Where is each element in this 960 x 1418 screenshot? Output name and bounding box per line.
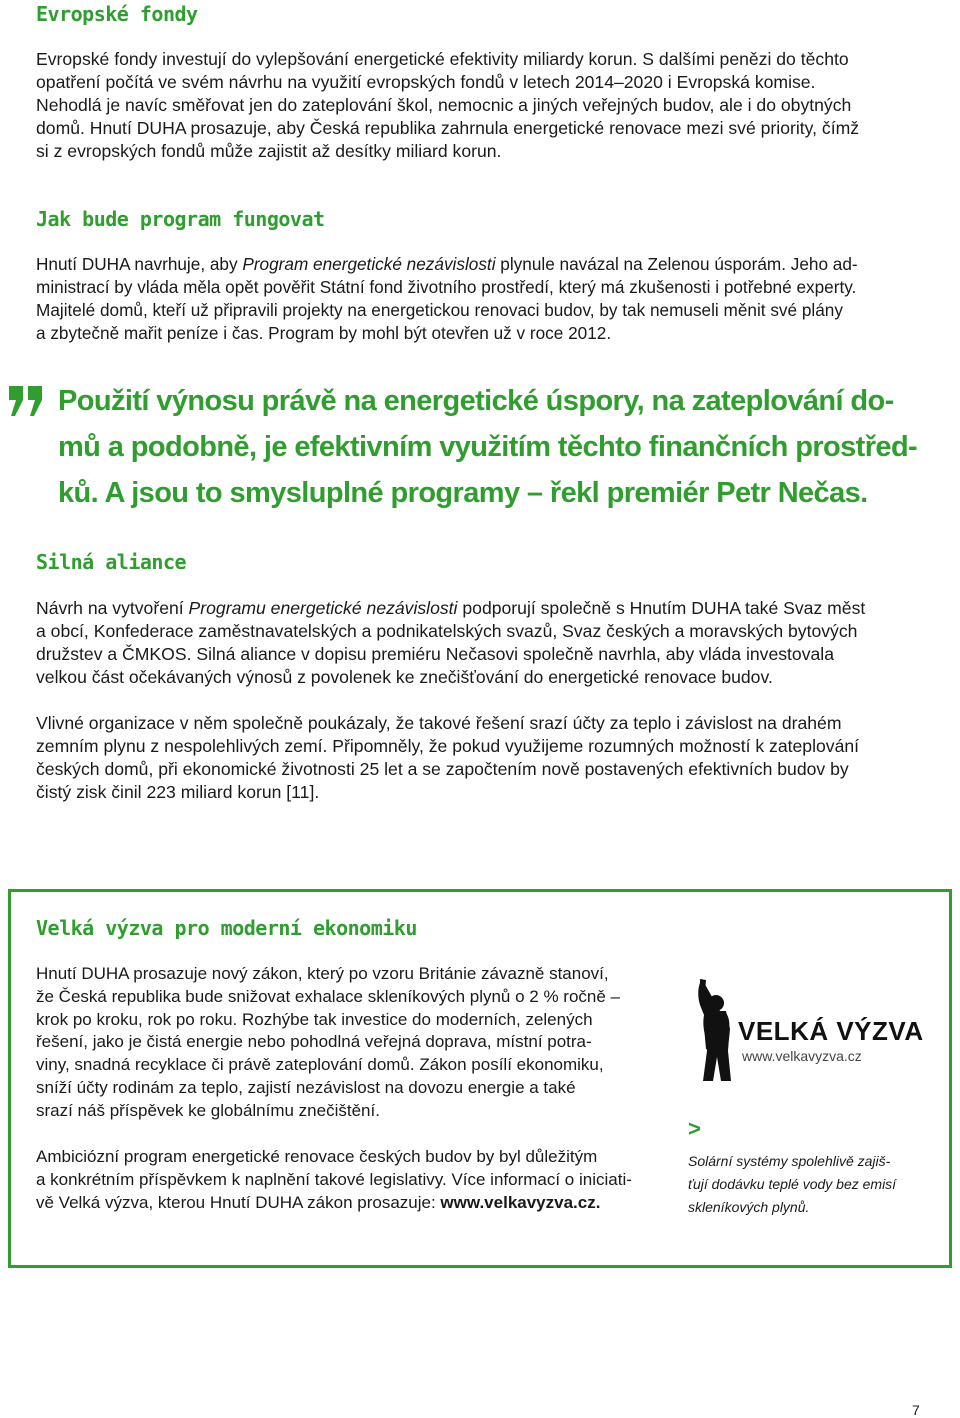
text-line: Nehodlá je navíc směřovat jen do zateplování škol, nemocnic a jiných veřejných budov, ale i do obytných bbox=[36, 95, 852, 115]
text-run: Hnutí DUHA navrhuje, aby bbox=[36, 254, 243, 274]
caption-line: skleníkových plynů. bbox=[688, 1199, 810, 1215]
section-heading-evropske-fondy: Evropské fondy bbox=[36, 2, 198, 26]
text-line: viny, snadná recyklace či právě zateplování domů. Zákon posílí ekonomiku, bbox=[36, 1055, 604, 1075]
velka-vyzva-link[interactable]: www.velkavyzva.cz. bbox=[440, 1192, 601, 1212]
velka-vyzva-logo-url[interactable]: www.velkavyzva.cz bbox=[742, 1048, 862, 1064]
page-number: 7 bbox=[912, 1402, 920, 1418]
text-run: plynule navázal na Zelenou úsporám. Jeho ad- bbox=[495, 254, 858, 274]
text-line: Vlivné organizace v něm společně poukázaly, že takové řešení srazí účty za teplo i závislost na drahém bbox=[36, 713, 842, 733]
paragraph-evropske-fondy bbox=[36, 48, 931, 163]
text-line: Hnutí DUHA prosazuje nový zákon, který po vzoru Británie závazně stanoví, bbox=[36, 964, 609, 983]
paragraph-velka-vyzva-1 bbox=[36, 963, 668, 1123]
text-line: ministrací by vláda měla opět pověřit Státní fond životního prostředí, který má zkušenosti i potřebné experty. bbox=[36, 277, 857, 297]
person-figure-icon bbox=[692, 977, 740, 1085]
text-line: a obcí, Konfederace zaměstnavatelských a podnikatelských svazů, Svaz českých a moravských bytových bbox=[36, 621, 858, 641]
text-line: čistý zisk činil 223 miliard korun [11]. bbox=[36, 782, 320, 802]
section-heading-jak-bude-program-fungovat: Jak bude program fungovat bbox=[36, 207, 325, 231]
text-line: českých domů, při ekonomické životnosti 25 let a se započtením nově postavených efektivních budov by bbox=[36, 759, 849, 779]
text-line: sníží účty rodinám za teplo, zajistí nezávislost na dovozu energie a také bbox=[36, 1077, 576, 1097]
caption-line: Solární systémy spolehlivě zajiš- bbox=[688, 1153, 891, 1169]
text-line: Ambiciózní program energetické renovace českých budov by byl důležitým bbox=[36, 1147, 598, 1166]
text-line: srazí náš příspěvek ke globálnímu znečištění. bbox=[36, 1100, 380, 1120]
text-run: Návrh na vytvoření bbox=[36, 598, 189, 618]
text-line: a zbytečně mařit peníze i čas. Program by mohl být otevřen už v roce 2012. bbox=[36, 323, 612, 343]
text-line: velkou část očekávaných výnosů z povolenek ke znečišťování do energetické renovace budov. bbox=[36, 667, 773, 687]
quote-line: Použití výnosu právě na energetické úspory, na zateplování do- bbox=[58, 385, 894, 417]
text-line: krok po kroku, rok po roku. Rozhýbe tak investice do moderních, zelených bbox=[36, 1009, 593, 1029]
text-line: zemním plynu z nespolehlivých zemí. Připomněly, že pokud využijeme rozumných možností k zateplování bbox=[36, 736, 860, 756]
side-note-caption bbox=[688, 1150, 933, 1219]
text-line bbox=[36, 253, 931, 276]
program-name-italic: Programu energetické nezávislosti bbox=[188, 598, 458, 618]
paragraph-silna-aliance-1 bbox=[36, 597, 931, 689]
text-run: vě Velká výzva, kterou Hnutí DUHA zákon prosazuje: bbox=[36, 1192, 441, 1212]
caption-line: ťují dodávku teplé vody bez emisí bbox=[688, 1176, 897, 1192]
text-line: že Česká republika bude snižovat exhalace skleníkových plynů o 2 % ročně – bbox=[36, 986, 621, 1006]
quote-line: mů a podobně, je efektivním využitím těchto finančních prostřed- bbox=[58, 431, 918, 463]
text-line: si z evropských fondů může zajistit až desítky miliard korun. bbox=[36, 141, 502, 161]
text-line: a konkrétním příspěvkem k naplnění takové legislativy. Více informací o iniciati- bbox=[36, 1169, 632, 1189]
text-line bbox=[36, 597, 931, 620]
text-line bbox=[36, 1192, 668, 1215]
velka-vyzva-logo-name: VELKÁ VÝZVA bbox=[738, 1016, 924, 1046]
text-line: družstev a ČMKOS. Silná aliance v dopisu premiéru Nečasovi společně navrhla, aby vláda investovala bbox=[36, 644, 834, 664]
paragraph-jak-bude-program bbox=[36, 253, 931, 345]
paragraph-velka-vyzva-2 bbox=[36, 1146, 668, 1214]
text-line: Majitelé domů, kteří už připravili projekty na energetickou renovaci budov, by tak nemuseli měnit své plány bbox=[36, 300, 843, 320]
pull-quote bbox=[58, 378, 918, 516]
text-line: opatření počítá ve svém návrhu na využití evropských fondů v letech 2014–2020 i Evropská komise. bbox=[36, 72, 816, 92]
text-line: Evropské fondy investují do vylepšování energetické efektivity miliardy korun. S dalšími penězi do těchto bbox=[36, 49, 849, 69]
text-line: domů. Hnutí DUHA prosazuje, aby Česká republika zahrnula energetické renovace mezi své priority, čímž bbox=[36, 118, 860, 138]
paragraph-silna-aliance-2 bbox=[36, 712, 931, 804]
quote-line: ků. A jsou to smysluplné programy – řekl premiér Petr Nečas. bbox=[58, 477, 868, 509]
program-name-italic: Program energetické nezávislosti bbox=[242, 254, 496, 274]
section-heading-velka-vyzva: Velká výzva pro moderní ekonomiku bbox=[36, 916, 417, 940]
section-heading-silna-aliance: Silná aliance bbox=[36, 550, 187, 574]
text-line: řešení, jako je čistá energie nebo pohodlná veřejná doprava, místní potra- bbox=[36, 1032, 592, 1052]
arrow-marker: > bbox=[688, 1116, 701, 1141]
quote-icon bbox=[8, 384, 44, 418]
text-run: podporují společně s Hnutím DUHA také Svaz měst bbox=[457, 598, 866, 618]
